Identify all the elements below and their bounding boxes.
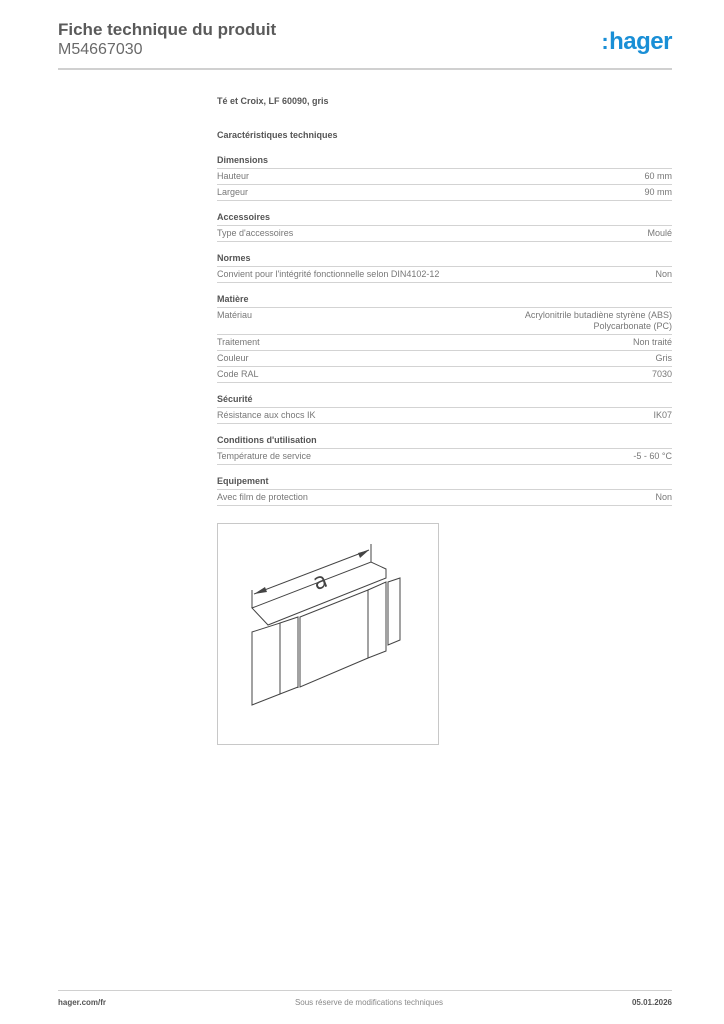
section-title: Dimensions [217, 155, 672, 169]
section-title: Matière [217, 294, 672, 308]
product-reference: M54667030 [58, 41, 143, 58]
product-name: Té et Croix, LF 60090, gris [217, 96, 329, 106]
footer-disclaimer: Sous réserve de modifications techniques [294, 998, 444, 1007]
spec-row: Résistance aux chocs IK IK07 [217, 408, 672, 424]
document-header [58, 20, 672, 59]
spec-row: Avec film de protection Non [217, 490, 672, 506]
section-securite [217, 394, 672, 424]
spec-row: Hauteur 60 mm [217, 169, 672, 185]
spec-content [217, 96, 672, 536]
svg-text:a: a [309, 567, 332, 596]
section-dimensions [217, 155, 672, 201]
header-divider [58, 68, 672, 70]
spec-row: Traitement Non traité [217, 335, 672, 351]
section-equipement [217, 476, 672, 506]
document-title: Fiche technique du produit [58, 20, 277, 39]
hager-logo: :hager [601, 28, 672, 55]
characteristics-title: Caractéristiques techniques [217, 130, 338, 140]
section-title: Normes [217, 253, 672, 267]
section-title: Sécurité [217, 394, 672, 408]
tee-cross-drawing-icon [218, 524, 438, 744]
spec-row: Couleur Gris [217, 351, 672, 367]
spec-row: Largeur 90 mm [217, 185, 672, 201]
section-title: Equipement [217, 476, 672, 490]
footer-divider [58, 990, 672, 991]
section-accessoires [217, 212, 672, 242]
section-normes [217, 253, 672, 283]
footer-date: 05.01.2026 [631, 998, 672, 1007]
spec-row: Type d'accessoires Moulé [217, 226, 672, 242]
section-conditions [217, 435, 672, 465]
section-matiere [217, 294, 672, 383]
document-footer [58, 998, 672, 1007]
product-drawing [217, 523, 439, 745]
section-title: Conditions d'utilisation [217, 435, 672, 449]
spec-row: Code RAL 7030 [217, 367, 672, 383]
section-title: Accessoires [217, 212, 672, 226]
spec-row: Température de service -5 - 60 °C [217, 449, 672, 465]
footer-website[interactable]: hager.com/fr [58, 998, 107, 1007]
spec-row: Matériau Acrylonitrile butadiène styrène (ABS) Polycarbonate (PC) [217, 308, 672, 335]
spec-row: Convient pour l'intégrité fonctionnelle selon DIN4102-12 Non [217, 267, 672, 283]
